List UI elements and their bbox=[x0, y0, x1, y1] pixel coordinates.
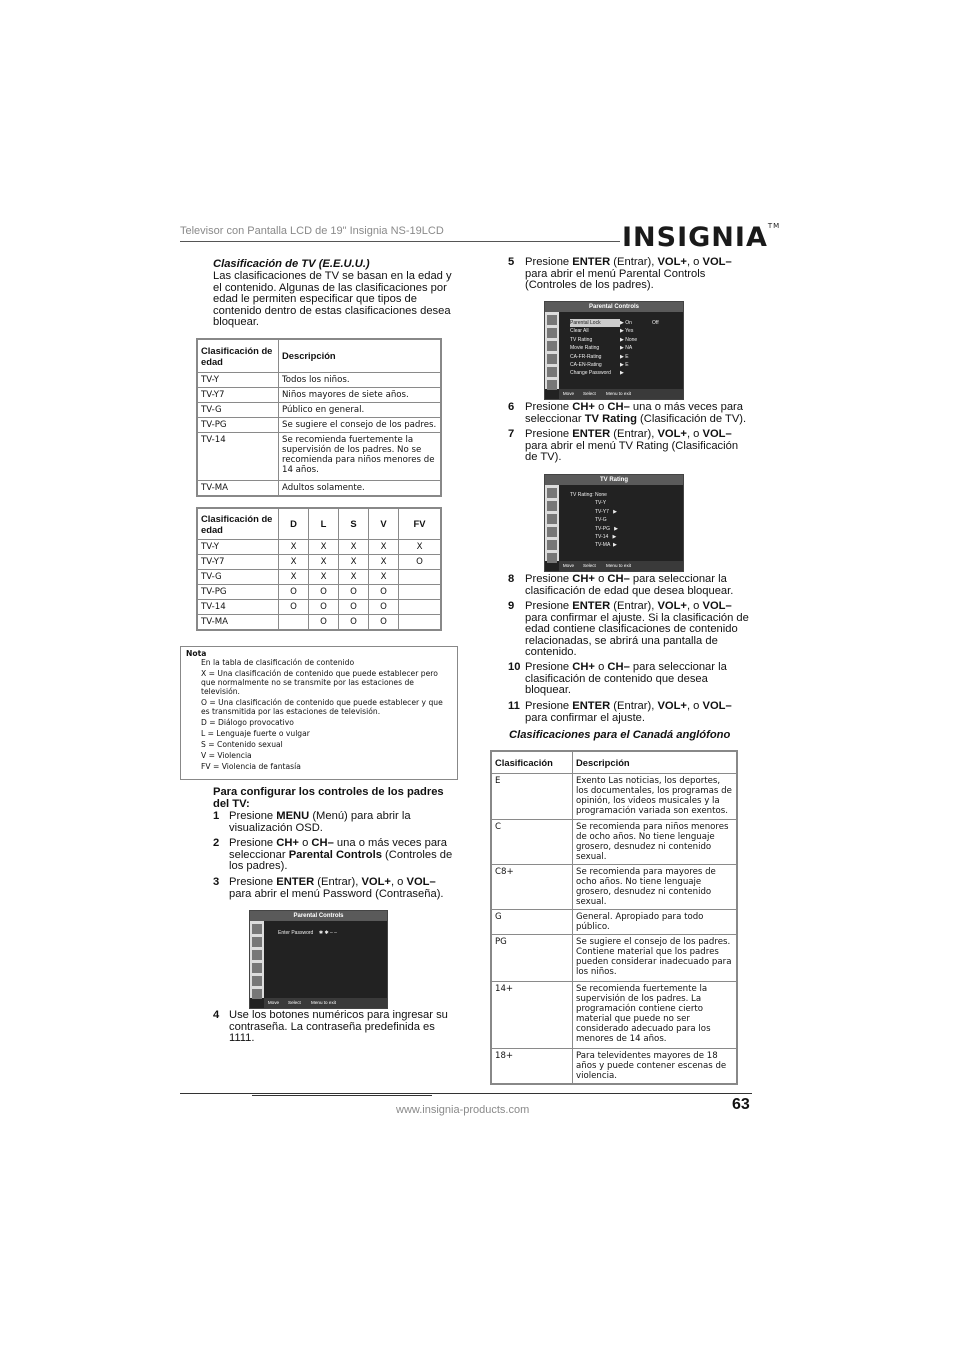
table-cell: TV-PG bbox=[197, 417, 279, 432]
table-cell: TV-PG bbox=[197, 584, 279, 599]
table-cell: X bbox=[279, 554, 309, 569]
table-cell bbox=[399, 614, 441, 630]
table-cell: Todos los niños. bbox=[279, 372, 442, 387]
table-cell: TV-MA bbox=[197, 614, 279, 630]
note-box bbox=[180, 646, 458, 780]
table-cell: TV-G bbox=[197, 402, 279, 417]
osd-title: Parental Controls bbox=[545, 302, 683, 312]
table-cell: X bbox=[309, 569, 339, 584]
table-cell: X bbox=[369, 554, 399, 569]
note-label: Nota bbox=[186, 649, 207, 658]
step-11: Presione ENTER (Entrar), VOL+, o VOL– para confirmar el ajuste. bbox=[525, 700, 732, 724]
table-header: FV bbox=[399, 508, 441, 539]
insignia-logo: INSIGNIA™ bbox=[622, 222, 781, 253]
osd-side-icons bbox=[250, 921, 264, 998]
table-header: Clasificación bbox=[491, 751, 573, 773]
note-line: D = Diálogo provocativo bbox=[201, 718, 294, 727]
table-cell: X bbox=[399, 539, 441, 554]
table-cell bbox=[399, 599, 441, 614]
section-title-canada: Clasificaciones para el Canadá anglófono bbox=[509, 729, 731, 741]
table-cell: Se sugiere el consejo de los padres. Contiene material que los padres pueden considerar inadecuado para los niños. bbox=[573, 934, 738, 981]
table-cell: O bbox=[369, 614, 399, 630]
table-cell: O bbox=[309, 614, 339, 630]
table-cell: O bbox=[309, 599, 339, 614]
table-cell: X bbox=[279, 569, 309, 584]
step-number: 6 bbox=[508, 401, 515, 413]
footer-rule bbox=[252, 1095, 432, 1096]
table-cell: Se sugiere el consejo de los padres. bbox=[279, 417, 442, 432]
table-cell: O bbox=[339, 599, 369, 614]
table-cell: O bbox=[309, 584, 339, 599]
step-7: Presione ENTER (Entrar), VOL+, o VOL– para abrir el menú TV Rating (Clasificación de TV). bbox=[525, 428, 739, 464]
osd-footer: Move Select Menu to exit bbox=[264, 998, 387, 1008]
table-header: L bbox=[309, 508, 339, 539]
osd-footer: Move Select Menu to exit bbox=[559, 389, 683, 399]
note-line: L = Lenguaje fuerte o vulgar bbox=[201, 729, 310, 738]
step-number: 11 bbox=[508, 700, 520, 712]
table-cell: Público en general. bbox=[279, 402, 442, 417]
step-1: Presione MENU (Menú) para abrir la visualización OSD. bbox=[229, 810, 411, 834]
table-cell: TV-Y bbox=[197, 539, 279, 554]
note-line: S = Contenido sexual bbox=[201, 740, 283, 749]
table-cell bbox=[399, 569, 441, 584]
table-header: Clasificación de edad bbox=[197, 508, 279, 539]
footer-rule bbox=[180, 1093, 752, 1094]
header-rule bbox=[180, 241, 620, 242]
table-header: V bbox=[369, 508, 399, 539]
table-cell: Para televidentes mayores de 18 años y puede contener escenas de violencia. bbox=[573, 1048, 738, 1084]
table-cell: O bbox=[279, 599, 309, 614]
osd-password-screenshot bbox=[249, 910, 388, 1009]
table-cell: C8+ bbox=[491, 864, 573, 909]
intro-paragraph: Las clasificaciones de TV se basan en la edad y el contenido. Algunas de las clasificaciones por edad le permiten especificar que tipos de contenido dentro de estas clasificaciones desea bloquear. bbox=[213, 270, 452, 329]
step-number: 10 bbox=[508, 661, 521, 673]
table-cell bbox=[399, 584, 441, 599]
table-cell: X bbox=[279, 539, 309, 554]
step-number: 7 bbox=[508, 428, 515, 440]
table-cell: 18+ bbox=[491, 1048, 573, 1084]
note-line: X = Una clasificación de contenido que puede establecer pero que normalmente no se transmite por las estaciones de televisión. bbox=[201, 669, 438, 696]
table-cell: PG bbox=[491, 934, 573, 981]
table-cell: Se recomienda para mayores de ocho años. No tiene lenguaje grosero, desnudez ni contenido sexual. bbox=[573, 864, 738, 909]
table-cell: E bbox=[491, 773, 573, 819]
table-cell: 14+ bbox=[491, 981, 573, 1048]
table-cell: Se recomienda fuertemente la supervisión de los padres. La programación contiene cierto material que puede no ser considerado adecuado para los menores de 14 años. bbox=[573, 981, 738, 1048]
step-number: 3 bbox=[213, 876, 220, 888]
table-cell: TV-Y7 bbox=[197, 554, 279, 569]
table-cell: TV-14 bbox=[197, 599, 279, 614]
osd-tv-rating-screenshot bbox=[544, 474, 684, 572]
age-rating-table bbox=[196, 338, 442, 497]
step-5: Presione ENTER (Entrar), VOL+, o VOL– para abrir el menú Parental Controls (Controles de los padres). bbox=[525, 256, 732, 292]
table-cell: General. Apropiado para todo público. bbox=[573, 909, 738, 934]
table-cell: O bbox=[369, 584, 399, 599]
osd-title: TV Rating bbox=[545, 475, 683, 485]
step-number: 4 bbox=[213, 1009, 220, 1021]
table-cell: O bbox=[399, 554, 441, 569]
osd-menu-list: Parental Lock ▶ On Off Clear All ▶ Yes TV Rating ▶ None Movie Rating ▶ NA CA-FR-Rating ▶ E CA-EN-Rating ▶ E Change Password ▶ bbox=[570, 320, 659, 377]
osd-side-icons bbox=[545, 485, 559, 561]
step-8: Presione CH+ o CH– para seleccionar la clasificación de edad que desea bloquear. bbox=[525, 573, 734, 597]
note-line: FV = Violencia de fantasía bbox=[201, 762, 301, 771]
table-header: D bbox=[279, 508, 309, 539]
note-line: O = Una clasificación de contenido que puede establecer y que es transmitida por las estaciones de televisión. bbox=[201, 698, 443, 716]
table-cell: Niños mayores de siete años. bbox=[279, 387, 442, 402]
table-cell: Adultos solamente. bbox=[279, 480, 442, 496]
step-3: Presione ENTER (Entrar), VOL+, o VOL– para abrir el menú Password (Contraseña). bbox=[229, 876, 444, 900]
step-4: Use los botones numéricos para ingresar su contraseña. La contraseña predefinida es 1111. bbox=[229, 1009, 448, 1045]
osd-title: Parental Controls bbox=[250, 911, 387, 921]
table-cell: TV-14 bbox=[197, 432, 279, 480]
osd-menu-list: TV Rating: None TV-Y TV-Y7 ▶ TV-G TV-PG ▶ TV-14 ▶ TV-MA ▶ bbox=[570, 492, 619, 549]
table-cell: TV-MA bbox=[197, 480, 279, 496]
table-cell: G bbox=[491, 909, 573, 934]
table-cell: X bbox=[369, 539, 399, 554]
table-cell: O bbox=[339, 584, 369, 599]
table-cell: TV-Y7 bbox=[197, 387, 279, 402]
step-6: Presione CH+ o CH– una o más veces para seleccionar TV Rating (Clasificación de TV). bbox=[525, 401, 747, 425]
table-cell bbox=[279, 614, 309, 630]
config-title: Para configurar los controles de los padres del TV: bbox=[213, 786, 444, 810]
osd-footer: Move Select Menu to exit bbox=[559, 561, 683, 571]
osd-side-icons bbox=[545, 312, 559, 389]
footer-url: www.insignia-products.com bbox=[396, 1104, 530, 1116]
table-cell: X bbox=[339, 569, 369, 584]
step-2: Presione CH+ o CH– una o más veces para seleccionar Parental Controls (Controles de los padres). bbox=[229, 837, 453, 873]
table-cell: O bbox=[339, 614, 369, 630]
table-cell: Se recomienda para niños menores de ocho años. No tiene lenguaje grosero, desnudez ni contenido sexual. bbox=[573, 819, 738, 864]
table-header: Descripción bbox=[279, 339, 442, 372]
table-cell: X bbox=[339, 554, 369, 569]
osd-content: Enter Password ✱ ✱ – – bbox=[278, 930, 337, 936]
canada-rating-table bbox=[490, 750, 738, 1085]
table-cell: X bbox=[309, 539, 339, 554]
step-number: 2 bbox=[213, 837, 220, 849]
table-header: S bbox=[339, 508, 369, 539]
table-cell: TV-G bbox=[197, 569, 279, 584]
step-number: 5 bbox=[508, 256, 515, 268]
osd-parental-controls-screenshot bbox=[544, 301, 684, 400]
table-cell: Exento Las noticias, los deportes, los documentales, los programas de opinión, los videos musicales y la programación variada son exentos. bbox=[573, 773, 738, 819]
table-cell: C bbox=[491, 819, 573, 864]
table-cell: O bbox=[369, 599, 399, 614]
step-number: 8 bbox=[508, 573, 515, 585]
step-9: Presione ENTER (Entrar), VOL+, o VOL– para confirmar el ajuste. Si la clasificación de edad contiene clasificaciones de contenido relacionadas, se abrirá una pantalla de contenido. bbox=[525, 600, 749, 659]
running-header: Televisor con Pantalla LCD de 19" Insignia NS-19LCD bbox=[180, 225, 444, 237]
table-cell: TV-Y bbox=[197, 372, 279, 387]
table-cell: X bbox=[339, 539, 369, 554]
table-cell: Se recomienda fuertemente la supervisión de los padres. No se recomienda para niños menores de 14 años. bbox=[279, 432, 442, 480]
table-cell: X bbox=[309, 554, 339, 569]
table-cell: X bbox=[369, 569, 399, 584]
content-rating-table bbox=[196, 507, 442, 631]
page-number: 63 bbox=[732, 1096, 750, 1113]
step-10: Presione CH+ o CH– para seleccionar la clasificación de contenido que desea bloquear. bbox=[525, 661, 727, 697]
table-header: Descripción bbox=[573, 751, 738, 773]
table-header: Clasificación de edad bbox=[197, 339, 279, 372]
table-cell: O bbox=[279, 584, 309, 599]
note-line: V = Violencia bbox=[201, 751, 252, 760]
step-number: 9 bbox=[508, 600, 515, 612]
section-title-tv-rating: Clasificación de TV (E.E.U.U.) bbox=[213, 258, 370, 270]
step-number: 1 bbox=[213, 810, 220, 822]
note-line: En la tabla de clasificación de contenido bbox=[201, 658, 355, 667]
